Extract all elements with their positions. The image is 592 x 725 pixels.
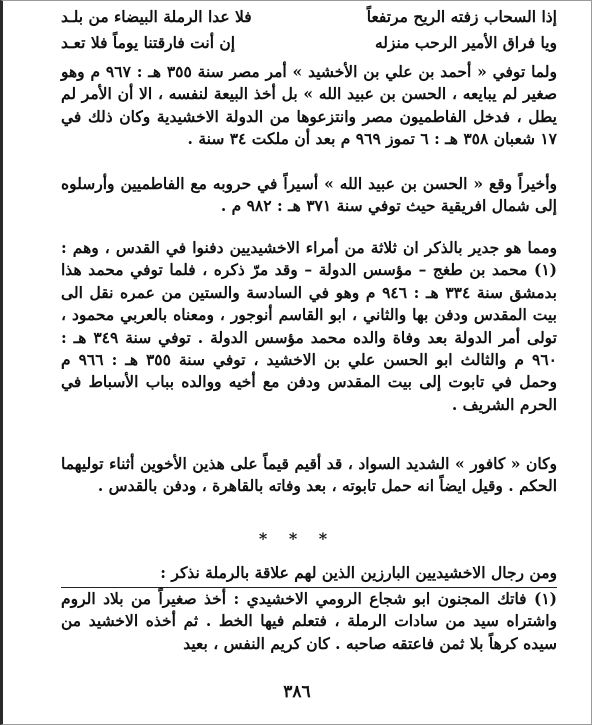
paragraph-buried-in-jerusalem: ومما هو جدير بالذكر ان ثلاثة من أمراء الاخشيديين دفنوا في القدس ، وهم : (١) محمد بن طغج – مؤسس الدولة – وقد مرّ ذكره ، فلما توفي محمد هذا بدمشق سنة ٣٣٤ هـ : ٩٤٦ م وهو في السادسة والستين من عمره نقل الى بيت المقدس ودفن بها والثاني ، ابو القاسم أنوجور ، ومعناه بالعربي محمود ، تولى أمر الدولة بعد وفاة والده محمد مؤسس الدولة . توفي سنة ٣٤٩ هـ : ٩٦٠ م والثالث ابو الحسن علي بن الاخشيد ، توفي سنة ٣٥٥ هـ : ٩٦٦ م وحمل في تابوت إلى بيت المقدس ودفن مع أخيه ووالده بباب الأسباط في الحرم الشريف . <box>61 238 557 414</box>
poem-verse-1 <box>61 6 557 28</box>
page-number: ٣٨٦ <box>283 682 311 702</box>
section-separator: * * * <box>258 529 336 548</box>
poem-hemistich-left: إن أنت فارقتنا يوماً فلا تعـد <box>61 33 236 52</box>
paragraph-death-of-ahmad: ولما توفي « أحمد بن علي بن الأخشيد » أمر مصر سنة ٣٥٥ هـ : ٩٦٧ م وهو صغير لم يبايعه ، الحسن بن عبيد الله » بل أخذ البيعة لنفسه ، الا أن الأمر لم يطل ، فدخل الفاطميون مصر وانتزعوها من الدولة الاخشيدية وكان ذلك في ١٧ شعبان ٣٥٨ هـ : ٦ تموز ٩٦٩ م بعد أن ملكت ٣٤ سنة . <box>61 62 557 149</box>
paragraph-fatik-al-majnun: (١) فاتك المجنون ابو شجاع الرومي الاخشيدي : أخذ صغيراً من بلاد الروم واشتراه سيد من سادات الرملة ، فتعلم فيها الخط . ثم أخذه الاخشيد من سيده كرهاً بلا ثمن فاعتقه صاحبه . كان كريم النفس ، بعيد <box>61 589 557 653</box>
poem-hemistich-left: فلا عدا الرملة البيضاء من بلـد <box>61 7 252 26</box>
paragraph-hasan-captured: وأخيراً وقع « الحسن بن عبيد الله » أسيراً في حروبه مع الفاطميين وأرسلوه إلى شمال افريقية حيث توفي سنة ٣٧١ هـ : ٩٨٢ م . <box>61 174 557 216</box>
paragraph-kafur: وكان « كافور » الشديد السواد ، قد أقيم قيماً على هذين الأخوين أثناء توليهما الحكم . وقيل ايضاً انه حمل تابوته ، بعد وفاته بالقاهرة ، ودفن بالقدس . <box>61 454 557 496</box>
paragraph-notable-men-intro: ومن رجال الاخشيديين البارزين الذين لهم علاقة بالرملة نذكر : <box>160 563 557 582</box>
poem-verse-2 <box>61 32 557 54</box>
poem-hemistich-right: إذا السحاب زفته الريح مرتفعاً <box>366 7 557 26</box>
poem-hemistich-right: ويا فراق الأمير الرحب منزله <box>374 33 557 52</box>
